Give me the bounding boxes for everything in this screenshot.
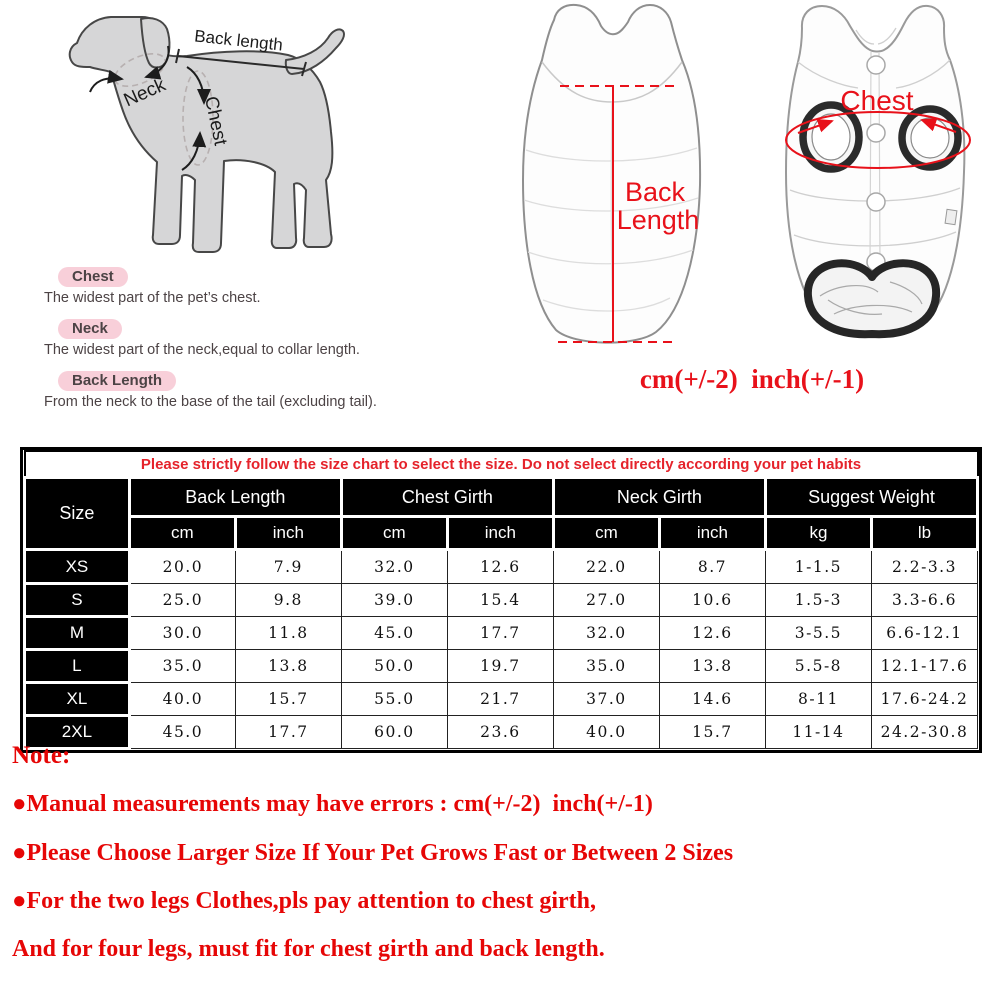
- table-cell: 27.0: [553, 584, 659, 617]
- vest-size-tag: [945, 209, 957, 224]
- size-table-grid: [23, 450, 979, 750]
- unit-header: lb: [871, 517, 977, 550]
- table-cell: 17.7: [447, 617, 553, 650]
- table-cell: 24.2-30.8: [871, 716, 977, 749]
- dog-measurement-diagram: [38, 10, 353, 262]
- table-group-header-row: [25, 478, 978, 517]
- vest-button-2: [867, 124, 885, 142]
- definition-term-chest: Chest: [58, 267, 128, 287]
- table-cell: 15.4: [447, 584, 553, 617]
- table-cell: 10.6: [659, 584, 765, 617]
- definition-desc-neck: The widest part of the neck,equal to collar length.: [44, 342, 360, 358]
- unit-header: kg: [765, 517, 871, 550]
- dog-neck-label: Neck: [120, 74, 169, 112]
- table-cell: 30.0: [129, 617, 235, 650]
- note-title: Note:: [12, 742, 71, 769]
- table-cell: 2.2-3.3: [871, 550, 977, 584]
- table-cell: 22.0: [553, 550, 659, 584]
- table-cell: 45.0: [129, 716, 235, 749]
- table-cell: 15.7: [235, 683, 341, 716]
- row-size-label: 2XL: [25, 716, 130, 749]
- table-cell: 23.6: [447, 716, 553, 749]
- vest-front-chest-label: Chest: [840, 85, 914, 116]
- table-row-xl: [25, 683, 978, 716]
- table-row-2xl: [25, 716, 978, 749]
- vest-back-length-label-2: Length: [616, 205, 700, 235]
- definition-neck: [44, 319, 360, 358]
- table-cell: 6.6-12.1: [871, 617, 977, 650]
- table-cell: 11.8: [235, 617, 341, 650]
- definition-desc-back-length: From the neck to the base of the tail (excluding tail).: [44, 394, 377, 410]
- tolerance-note: cm(+/-2) inch(+/-1): [639, 364, 865, 394]
- table-cell: 12.1-17.6: [871, 650, 977, 683]
- definition-chest: [44, 267, 261, 306]
- vest-bottom-trim: [808, 263, 936, 334]
- table-cell: 13.8: [235, 650, 341, 683]
- size-table: [20, 447, 982, 753]
- table-cell: 15.7: [659, 716, 765, 749]
- table-cell: 8-11: [765, 683, 871, 716]
- table-cell: 37.0: [553, 683, 659, 716]
- row-size-label: S: [25, 584, 130, 617]
- table-cell: 1.5-3: [765, 584, 871, 617]
- table-warning-row: [25, 451, 978, 478]
- table-cell: 60.0: [341, 716, 447, 749]
- table-cell: 12.6: [447, 550, 553, 584]
- definition-back-length: [44, 371, 377, 410]
- table-cell: 3-5.5: [765, 617, 871, 650]
- column-header-neck-girth: Neck Girth: [553, 478, 765, 517]
- leg-hole-right-inner: [911, 118, 949, 158]
- vest-button-1: [867, 56, 885, 74]
- column-header-suggest-weight: Suggest Weight: [765, 478, 977, 517]
- note-line-2: ●Please Choose Larger Size If Your Pet Grows Fast or Between 2 Sizes: [12, 840, 734, 866]
- table-cell: 39.0: [341, 584, 447, 617]
- unit-header: inch: [659, 517, 765, 550]
- table-cell: 32.0: [553, 617, 659, 650]
- table-warning-text: Please strictly follow the size chart to select the size. Do not select directly according your pet habits: [25, 451, 978, 478]
- unit-header: cm: [341, 517, 447, 550]
- row-size-label: XL: [25, 683, 130, 716]
- vest-button-3: [867, 193, 885, 211]
- table-cell: 35.0: [129, 650, 235, 683]
- table-cell: 45.0: [341, 617, 447, 650]
- column-header-chest-girth: Chest Girth: [341, 478, 553, 517]
- table-row-m: [25, 617, 978, 650]
- table-cell: 25.0: [129, 584, 235, 617]
- note-line-1: ●Manual measurements may have errors : cm(+/-2) inch(+/-1): [12, 791, 653, 817]
- table-cell: 3.3-6.6: [871, 584, 977, 617]
- table-row-s: [25, 584, 978, 617]
- dog-back-length-label: Back length: [193, 26, 284, 55]
- table-cell: 9.8: [235, 584, 341, 617]
- table-cell: 50.0: [341, 650, 447, 683]
- unit-header: inch: [235, 517, 341, 550]
- definition-term-back-length: Back Length: [58, 371, 176, 391]
- table-cell: 17.6-24.2: [871, 683, 977, 716]
- table-cell: 1-1.5: [765, 550, 871, 584]
- table-cell: 7.9: [235, 550, 341, 584]
- column-header-size: Size: [25, 478, 130, 550]
- table-cell: 8.7: [659, 550, 765, 584]
- definition-desc-chest: The widest part of the pet’s chest.: [44, 290, 261, 306]
- dog-silhouette: [70, 17, 333, 252]
- table-cell: 20.0: [129, 550, 235, 584]
- table-cell: 55.0: [341, 683, 447, 716]
- table-cell: 14.6: [659, 683, 765, 716]
- table-cell: 11-14: [765, 716, 871, 749]
- table-cell: 19.7: [447, 650, 553, 683]
- table-cell: 40.0: [553, 716, 659, 749]
- table-row-l: [25, 650, 978, 683]
- unit-header: cm: [129, 517, 235, 550]
- unit-header: inch: [447, 517, 553, 550]
- table-cell: 5.5-8: [765, 650, 871, 683]
- unit-header: cm: [553, 517, 659, 550]
- note-line-4: And for four legs, must fit for chest girth and back length.: [12, 936, 605, 962]
- table-unit-header-row: [25, 517, 978, 550]
- vest-back-length-label-1: Back: [624, 177, 686, 207]
- row-size-label: L: [25, 650, 130, 683]
- table-cell: 32.0: [341, 550, 447, 584]
- table-cell: 35.0: [553, 650, 659, 683]
- table-cell: 12.6: [659, 617, 765, 650]
- table-cell: 17.7: [235, 716, 341, 749]
- definition-term-neck: Neck: [58, 319, 122, 339]
- row-size-label: XS: [25, 550, 130, 584]
- row-size-label: M: [25, 617, 130, 650]
- vest-diagrams: [498, 0, 982, 352]
- table-row-xs: [25, 550, 978, 584]
- table-cell: 13.8: [659, 650, 765, 683]
- table-cell: 21.7: [447, 683, 553, 716]
- note-line-3: ●For the two legs Clothes,pls pay attention to chest girth,: [12, 888, 597, 914]
- dog-chest-label: Chest: [199, 94, 231, 148]
- table-cell: 40.0: [129, 683, 235, 716]
- column-header-back-length: Back Length: [129, 478, 341, 517]
